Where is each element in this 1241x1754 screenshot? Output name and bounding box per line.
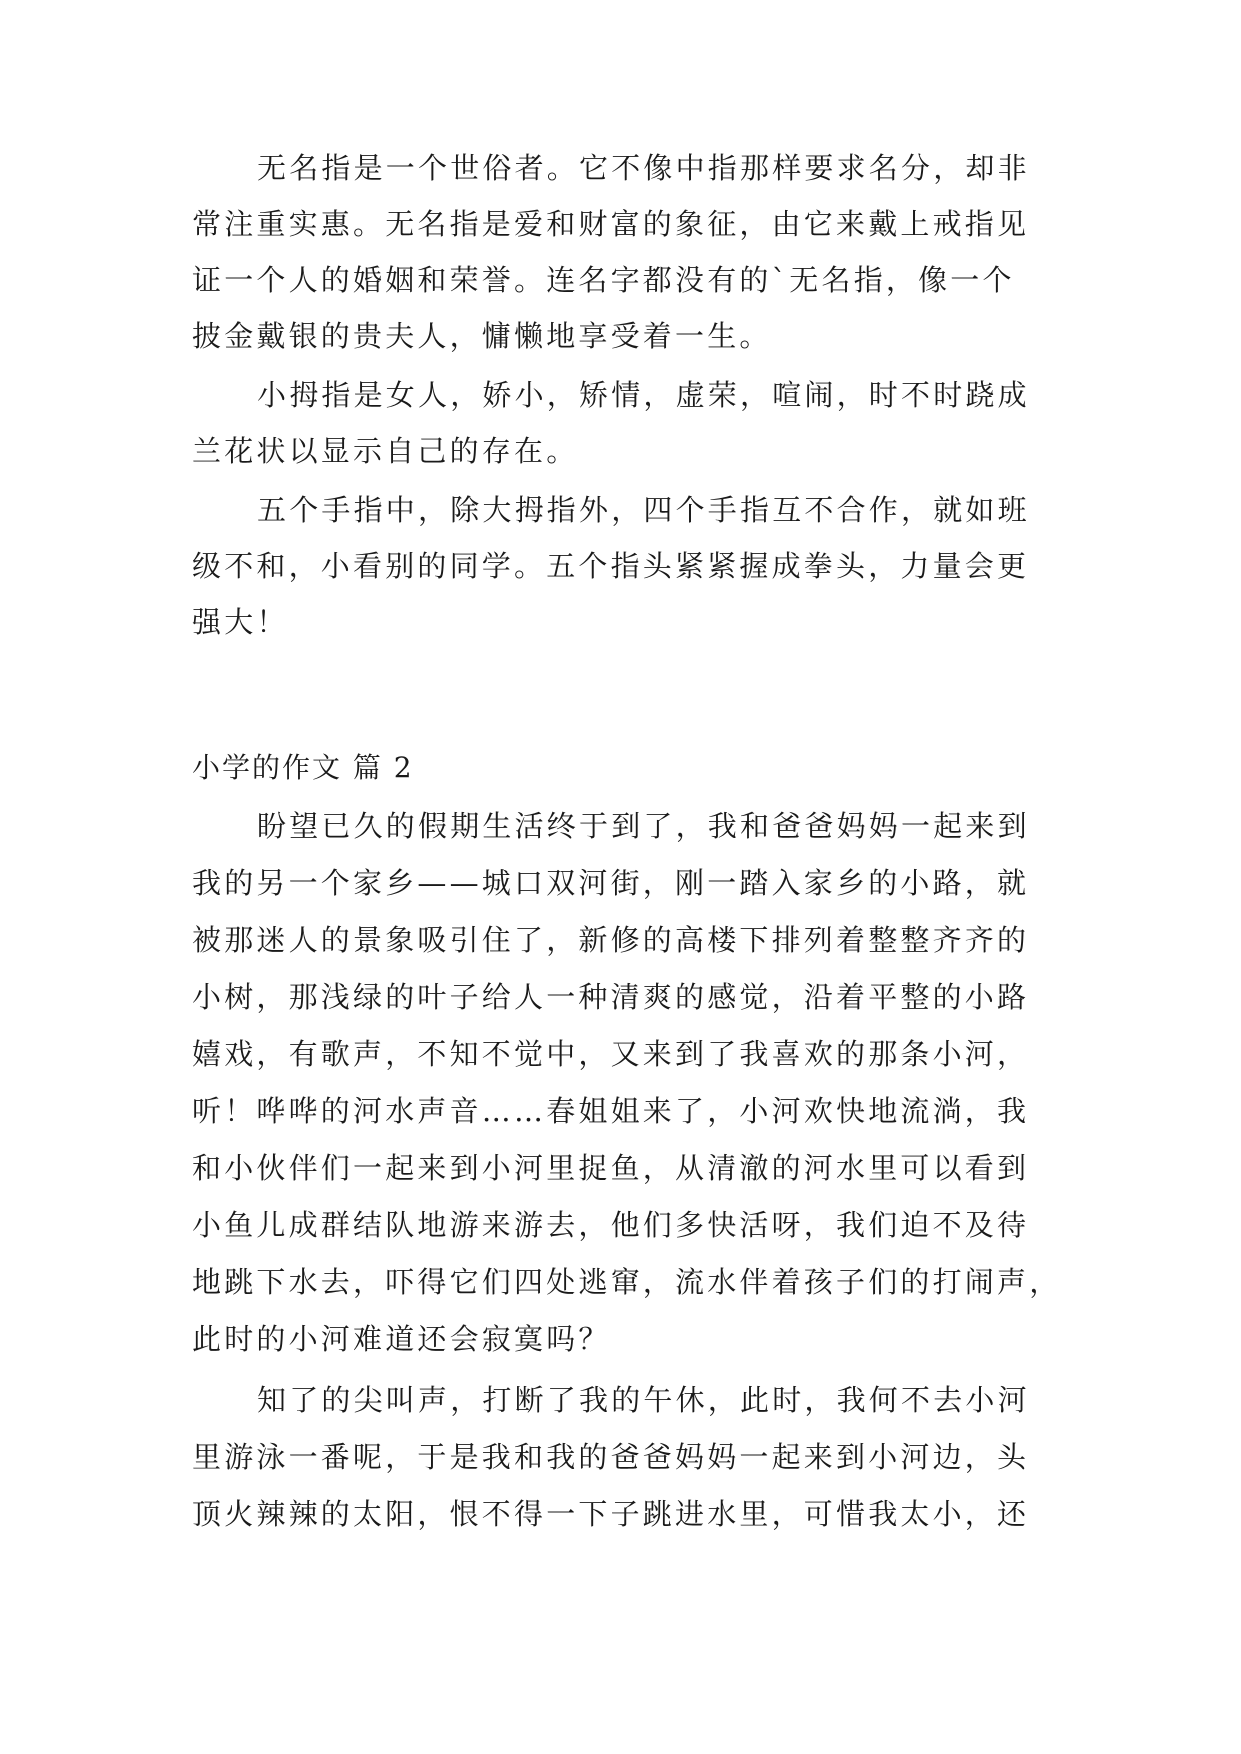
- text-line: 常注重实惠。无名指是爱和财富的象征，由它来戴上戒指见: [192, 207, 1030, 241]
- text-line: 小树，那浅绿的叶子给人一种清爽的感觉，沿着平整的小路: [192, 980, 1030, 1014]
- text-line: 强大！: [192, 605, 289, 639]
- text-line: 五个手指中，除大拇指外，四个手指互不合作，就如班: [257, 493, 1030, 527]
- text-line: 无名指是一个世俗者。它不像中指那样要求名分，却非: [257, 151, 1030, 185]
- text-line: 被那迷人的景象吸引住了，新修的高楼下排列着整整齐齐的: [192, 923, 1030, 957]
- text-line: 和小伙伴们一起来到小河里捉鱼，从清澈的河水里可以看到: [192, 1151, 1030, 1185]
- text-line: 此时的小河难道还会寂寞吗？: [192, 1322, 611, 1356]
- text-line: 里游泳一番呢，于是我和我的爸爸妈妈一起来到小河边，头: [192, 1440, 1030, 1474]
- text-line: 听！哗哗的河水声音……春姐姐来了，小河欢快地流淌，我: [192, 1094, 1030, 1128]
- text-line: 披金戴银的贵夫人，慵懒地享受着一生。: [192, 319, 772, 353]
- text-line: 我的另一个家乡——城口双河街，刚一踏入家乡的小路，就: [192, 866, 1030, 900]
- text-line: 小鱼儿成群结队地游来游去，他们多快活呀，我们迫不及待: [192, 1208, 1030, 1242]
- text-line: 地跳下水去，吓得它们四处逃窜，流水伴着孩子们的打闹声，: [192, 1265, 1062, 1299]
- text-line: 知了的尖叫声，打断了我的午休，此时，我何不去小河: [257, 1383, 1030, 1417]
- essay-title: 小学的作文 篇 2: [192, 751, 414, 784]
- text-line: 证一个人的婚姻和荣誉。连名字都没有的`无名指，像一个: [192, 263, 1015, 297]
- text-line: 小拇指是女人，娇小，矫情，虚荣，喧闹，时不时跷成: [257, 378, 1030, 412]
- text-line: 盼望已久的假期生活终于到了，我和爸爸妈妈一起来到: [257, 809, 1030, 843]
- text-line: 兰花状以显示自己的存在。: [192, 434, 579, 468]
- text-line: 嬉戏，有歌声，不知不觉中，又来到了我喜欢的那条小河，: [192, 1037, 1030, 1071]
- text-line: 顶火辣辣的太阳，恨不得一下子跳进水里，可惜我太小，还: [192, 1497, 1030, 1531]
- text-line: 级不和，小看别的同学。五个指头紧紧握成拳头，力量会更: [192, 549, 1030, 583]
